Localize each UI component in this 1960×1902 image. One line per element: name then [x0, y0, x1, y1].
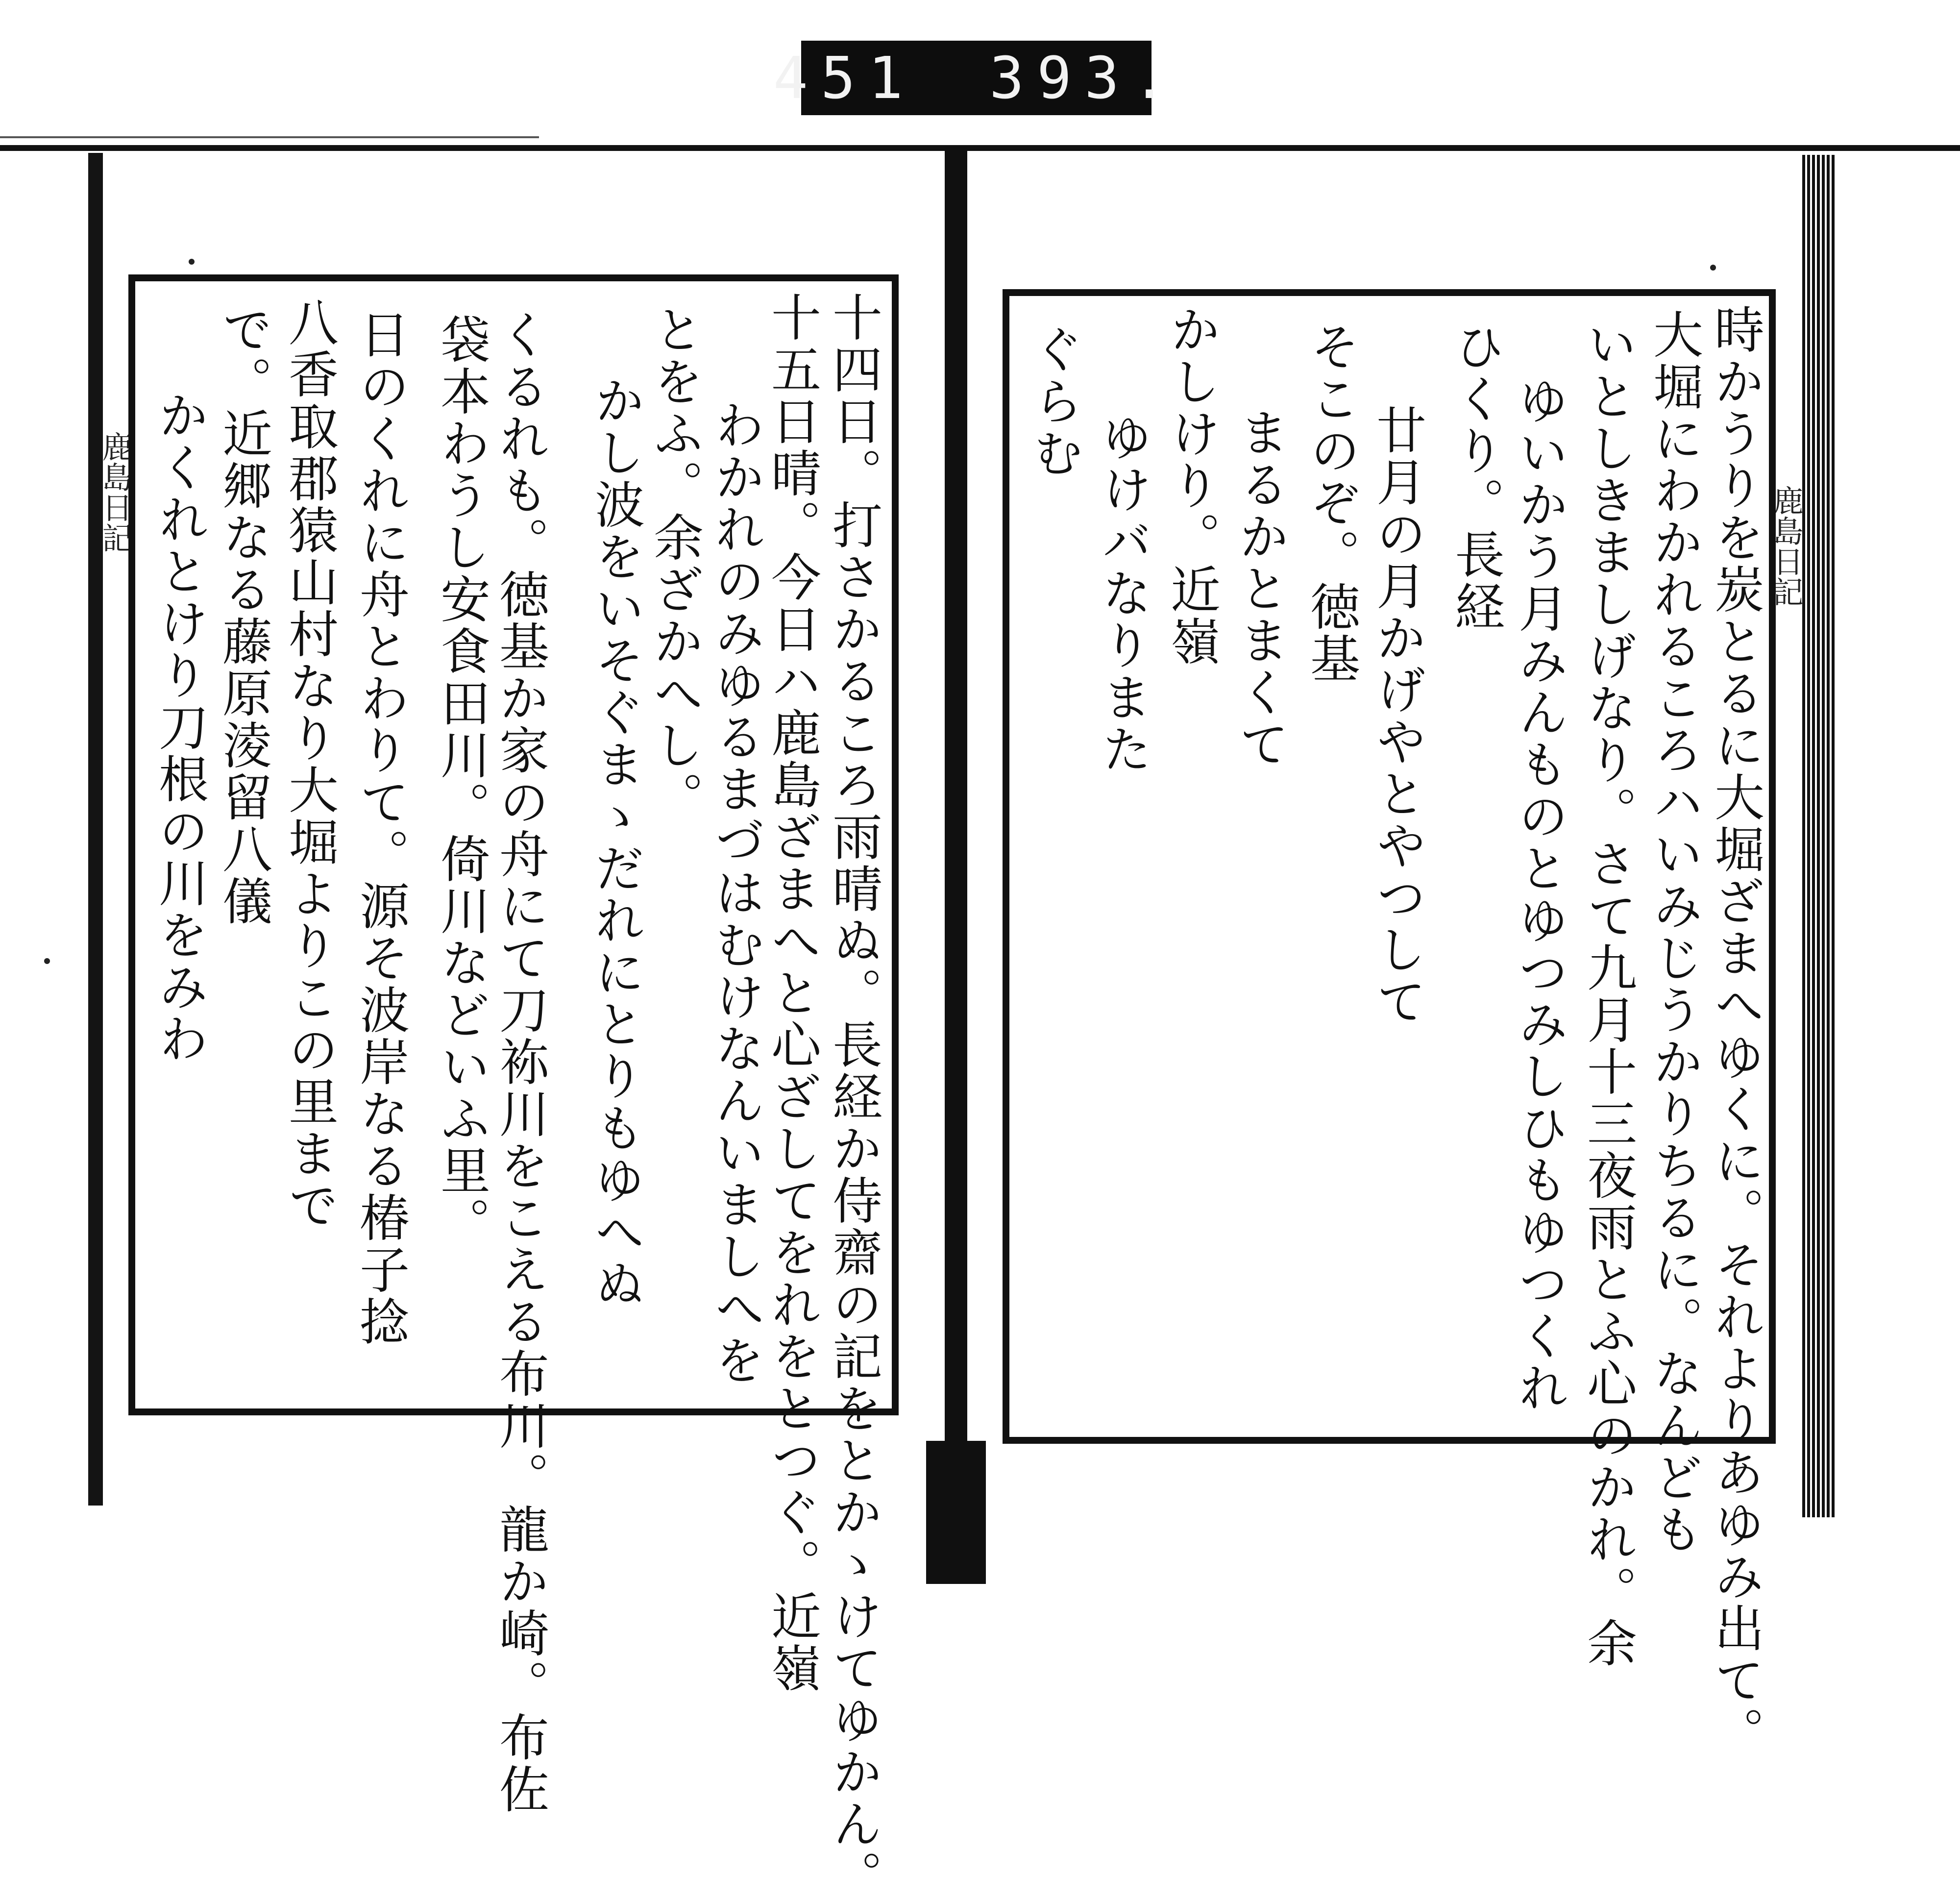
right-column-6: 廿月の月かげやとやつして [1368, 404, 1426, 1028]
left-margin-title: 鹿島日記 [97, 431, 133, 553]
left-spine [88, 153, 103, 1506]
right-column-3: いとしきましげなり。さて九月十三夜雨とふ心のかれ。余 [1579, 319, 1637, 1669]
right-column-4: ゆいかう月みんものとゆつみしひもゆつくれ [1510, 375, 1568, 1414]
catalog-number-label [773, 41, 1180, 115]
top-edge-line [0, 136, 539, 138]
left-column-11: かくれとけり刀根の川をみわ [150, 390, 209, 1065]
left-column-8: 日のくれに舟とわりて。源そ波岸なる椿子捻 [351, 309, 410, 1348]
catalog-number-right: 393. [989, 44, 1180, 112]
center-gutter [945, 147, 967, 1446]
catalog-number-left: 451 [773, 44, 916, 112]
left-column-9: 八香取郡猿山村なり大堀よりこの里まで [280, 296, 339, 1232]
page-block-edge [1802, 155, 1837, 1517]
left-column-6: くるれも。徳基か家の舟にて刀袮川をこえる布川。龍か崎。布佐 [491, 309, 549, 1815]
left-column-7: 袋本わうし安食田川。倚川などいふ里。 [432, 314, 490, 1249]
right-column-7: そこのぞ。徳基 [1302, 321, 1360, 685]
scan-speck [189, 259, 195, 265]
left-column-2: 十五日晴。今日ハ鹿島ざまへと心ざしてをれをとつぐ。近嶺 [763, 292, 821, 1694]
right-column-2: 大堀にわかれるころハいみじうかりちるに。なんども [1645, 309, 1703, 1556]
left-column-5: かし波をいそぐまゝだれにとりもゆへぬ [587, 375, 645, 1310]
left-column-10: で。近郷なる藤原淩留八儀 [214, 304, 272, 927]
left-column-3: わかれのみゆるまづはむけなんいましへを [707, 399, 765, 1386]
right-margin-title: 鹿島日記 [1768, 485, 1804, 607]
left-column-4: とをふ。余ざかへし。 [645, 304, 704, 823]
scan-speck [1710, 265, 1716, 271]
right-column-1: 時かうりを炭とるに大堀ざまへゆくに。それよりあゆみ出て。 [1706, 304, 1764, 1758]
right-column-9: かしけり。近嶺 [1162, 304, 1221, 667]
scan-speck [44, 958, 50, 964]
left-column-1: 十四日。打さかるころ雨晴ぬ。長経か侍齋の記をとかゝけてゆかん。 [824, 292, 882, 1902]
gutter-base [926, 1441, 986, 1584]
right-column-5: ひくり。長経 [1446, 321, 1505, 633]
right-column-8: まるかとまくて [1231, 407, 1289, 770]
right-column-11: ぐらむ [1025, 323, 1083, 479]
right-column-10: ゆけバなりまた [1094, 412, 1152, 775]
